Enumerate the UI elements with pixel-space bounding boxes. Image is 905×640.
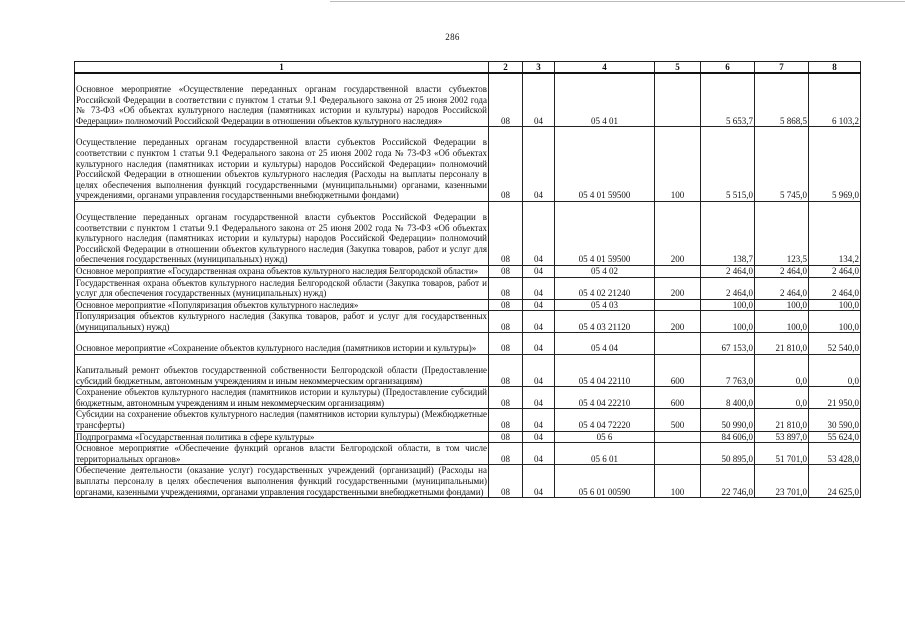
amount-year-3-text: 5 969,0 (832, 190, 859, 201)
expense-type-code (655, 127, 701, 202)
section-code-text: 08 (501, 343, 510, 354)
section-code (489, 277, 523, 299)
subsection-code (523, 277, 555, 299)
subsection-code (523, 265, 555, 277)
row-description (75, 465, 489, 498)
subsection-code-text: 04 (534, 420, 543, 431)
amount-year-1-text: 7 763,0 (726, 375, 753, 386)
subsection-code (523, 73, 555, 127)
target-article-code-text: 05 4 01 59500 (578, 190, 631, 201)
section-code (489, 355, 523, 387)
target-article-code (555, 201, 655, 265)
column-header: 8 (809, 62, 861, 74)
subsection-code (523, 127, 555, 202)
row-description-text: Основное мероприятие «Государственная охрана объектов культурного наследия Белгородской области» (76, 265, 479, 276)
section-code-text: 08 (501, 420, 510, 431)
amount-year-3-text: 2 464,0 (832, 288, 859, 299)
expense-type-code-text: 100 (670, 486, 685, 497)
section-code-text: 08 (501, 453, 510, 464)
expense-type-code-text: 500 (670, 420, 685, 431)
row-description (75, 73, 489, 127)
expense-type-code (655, 355, 701, 387)
target-article-code-text: 05 4 03 21120 (578, 321, 631, 332)
target-article-code-text: 05 4 04 72220 (578, 420, 631, 431)
row-description-text: Осуществление переданных органам государственной власти субъектов Российской Федерации в соответствии с пунктом 1 статьи 9.1 Федерального закона от 25 июня 2002 года № 73-ФЗ «Об объектах культурного наследия (памятниках истории и культуры) народов Российской Федерации» полномочий Российской Федерации в отношении объектов культурного наследия (Расходы на выплаты персоналу в целях обеспечения выполнения функций государственными (муниципальными) органами, казенными учреждениями, органами управления государственными внебюджетными фондами) (76, 137, 487, 201)
amount-year-2 (755, 127, 809, 202)
row-description-text: Государственная охрана объектов культурного наследия Белгородской области (Закупка товаров, работ и услуг для обеспечения государственных (муниципальных) нужд) (76, 277, 487, 299)
target-article-code (555, 333, 655, 355)
amount-year-3 (809, 299, 861, 311)
expense-type-code (655, 387, 701, 409)
amount-year-3-text: 2 464,0 (832, 265, 859, 276)
subsection-code (523, 299, 555, 311)
target-article-code (555, 409, 655, 431)
amount-year-2 (755, 443, 809, 465)
amount-year-2-text: 100,0 (786, 321, 807, 332)
row-description (75, 201, 489, 265)
expense-type-code (655, 431, 701, 443)
expense-type-code-text: 200 (670, 288, 685, 299)
column-header: 2 (489, 62, 523, 74)
amount-year-1 (701, 201, 755, 265)
amount-year-1 (701, 443, 755, 465)
amount-year-2 (755, 73, 809, 127)
subsection-code-text: 04 (534, 375, 543, 386)
expense-type-code-text: 600 (670, 397, 685, 408)
target-article-code (555, 265, 655, 277)
table-row (75, 443, 861, 465)
section-code-text: 08 (501, 397, 510, 408)
amount-year-2-text: 21 810,0 (775, 343, 807, 354)
target-article-code (555, 73, 655, 127)
amount-year-1 (701, 73, 755, 127)
amount-year-1 (701, 311, 755, 333)
section-code (489, 73, 523, 127)
amount-year-2-text: 0,0 (795, 397, 807, 408)
amount-year-1 (701, 299, 755, 311)
scan-edge-rule (330, 1, 905, 2)
row-description (75, 311, 489, 333)
subsection-code-text: 04 (534, 115, 543, 126)
amount-year-2 (755, 277, 809, 299)
target-article-code-text: 05 6 01 00590 (578, 486, 631, 497)
expense-type-code (655, 299, 701, 311)
section-code (489, 387, 523, 409)
section-code-text: 08 (501, 486, 510, 497)
budget-table (74, 61, 861, 498)
section-code-text: 08 (501, 288, 510, 299)
section-code (489, 333, 523, 355)
row-description (75, 333, 489, 355)
amount-year-3-text: 30 590,0 (827, 420, 859, 431)
section-code (489, 431, 523, 443)
amount-year-1 (701, 265, 755, 277)
table-row (75, 311, 861, 333)
amount-year-2 (755, 311, 809, 333)
target-article-code-text: 05 6 01 (591, 453, 618, 464)
subsection-code (523, 387, 555, 409)
row-description-text: Подпрограмма «Государственная политика в сфере культуры» (76, 431, 315, 442)
expense-type-code-text: 600 (670, 375, 685, 386)
table-row (75, 299, 861, 311)
section-code-text: 08 (501, 190, 510, 201)
amount-year-1-text: 138,7 (732, 254, 753, 265)
amount-year-3 (809, 355, 861, 387)
table-row (75, 127, 861, 202)
target-article-code (555, 277, 655, 299)
amount-year-2-text: 100,0 (786, 299, 807, 310)
amount-year-3 (809, 73, 861, 127)
row-description-text: Основное мероприятие «Популяризация объектов культурного наследия» (76, 299, 359, 310)
amount-year-1 (701, 387, 755, 409)
row-description-text: Популяризация объектов культурного наследия (Закупка товаров, работ и услуг для государственных (муниципальных) нужд) (76, 311, 487, 332)
amount-year-2-text: 2 464,0 (780, 288, 807, 299)
expense-type-code (655, 265, 701, 277)
column-header: 3 (523, 62, 555, 74)
amount-year-2 (755, 431, 809, 443)
table-row (75, 277, 861, 299)
amount-year-2 (755, 409, 809, 431)
amount-year-2-text: 0,0 (795, 375, 807, 386)
target-article-code-text: 05 4 03 (591, 299, 618, 310)
amount-year-1 (701, 333, 755, 355)
section-code (489, 127, 523, 202)
section-code (489, 311, 523, 333)
expense-type-code (655, 465, 701, 498)
expense-type-code-text: 200 (670, 254, 685, 265)
amount-year-2-text: 21 810,0 (775, 420, 807, 431)
target-article-code (555, 127, 655, 202)
amount-year-1-text: 67 153,0 (721, 343, 753, 354)
amount-year-3 (809, 387, 861, 409)
amount-year-1 (701, 355, 755, 387)
amount-year-2 (755, 299, 809, 311)
section-code (489, 201, 523, 265)
table-row (75, 465, 861, 498)
row-description-text: Осуществление переданных органам государственной власти субъектов Российской Федерации в соответствии с пунктом 1 статьи 9.1 Федерального закона от 25 июня 2002 года № 73-ФЗ «Об объектах культурного наследия (памятниках истории и культуры) народов Российской Федерации» полномочий Российской Федерации в отношении объектов культурного наследия (Закупка товаров, работ и услуг для обеспечения государственных (муниципальных) нужд) (76, 211, 487, 265)
amount-year-3 (809, 431, 861, 443)
subsection-code (523, 355, 555, 387)
amount-year-1 (701, 409, 755, 431)
amount-year-2 (755, 265, 809, 277)
section-code (489, 265, 523, 277)
amount-year-3-text: 100,0 (838, 299, 859, 310)
target-article-code (555, 431, 655, 443)
table-row (75, 201, 861, 265)
amount-year-3 (809, 465, 861, 498)
amount-year-3-text: 100,0 (838, 321, 859, 332)
subsection-code-text: 04 (534, 321, 543, 332)
column-header: 1 (75, 62, 489, 74)
table-row (75, 431, 861, 443)
section-code (489, 465, 523, 498)
column-header: 5 (655, 62, 701, 74)
row-description-text: Основное мероприятие «Сохранение объектов культурного наследия (памятников истории и культуры)» (76, 343, 477, 354)
expense-type-code (655, 409, 701, 431)
target-article-code-text: 05 4 04 (591, 343, 618, 354)
target-article-code-text: 05 4 04 22210 (578, 397, 631, 408)
section-code (489, 409, 523, 431)
amount-year-3 (809, 201, 861, 265)
amount-year-3 (809, 127, 861, 202)
amount-year-2-text: 2 464,0 (780, 265, 807, 276)
table-row (75, 387, 861, 409)
row-description-text: Основное мероприятие «Обеспечение функций органов власти Белгородской области, в том числе территориальных органов» (76, 443, 487, 464)
amount-year-1-text: 100,0 (732, 321, 753, 332)
subsection-code (523, 311, 555, 333)
section-code-text: 08 (501, 375, 510, 386)
row-description (75, 409, 489, 431)
amount-year-3-text: 55 624,0 (827, 431, 859, 442)
amount-year-3-text: 24 625,0 (827, 486, 859, 497)
amount-year-1 (701, 465, 755, 498)
target-article-code-text: 05 4 02 (591, 265, 618, 276)
target-article-code-text: 05 6 (596, 431, 613, 442)
amount-year-3-text: 134,2 (838, 254, 859, 265)
amount-year-2-text: 123,5 (786, 254, 807, 265)
row-description-text: Сохранение объектов культурного наследия (памятников истории и культуры) (Предоставление субсидий бюджетным, автономным учреждениям и иным некоммерческим организациям) (76, 387, 487, 408)
subsection-code-text: 04 (534, 254, 543, 265)
column-header: 4 (555, 62, 655, 74)
subsection-code (523, 465, 555, 498)
table-row (75, 409, 861, 431)
row-description (75, 355, 489, 387)
table-row (75, 355, 861, 387)
target-article-code (555, 443, 655, 465)
page-number: 286 (445, 32, 460, 42)
section-code (489, 299, 523, 311)
expense-type-code (655, 277, 701, 299)
subsection-code-text: 04 (534, 343, 543, 354)
table-body (75, 73, 861, 498)
subsection-code-text: 04 (534, 288, 543, 299)
subsection-code-text: 04 (534, 299, 543, 310)
target-article-code (555, 355, 655, 387)
subsection-code (523, 333, 555, 355)
target-article-code-text: 05 4 01 59500 (578, 254, 631, 265)
target-article-code (555, 465, 655, 498)
amount-year-2-text: 5 745,0 (780, 190, 807, 201)
expense-type-code (655, 311, 701, 333)
amount-year-2-text: 5 868,5 (780, 115, 807, 126)
row-description-text: Обеспечение деятельности (оказание услуг) государственных учреждений (организаций) (Расходы на выплаты персоналу в целях обеспечения выполнения функций государственными (муниципальными) органами, казенными учреждениями, органами управления государственными внебюджетными фондами) (76, 465, 487, 497)
amount-year-3-text: 0,0 (847, 375, 859, 386)
table-row (75, 265, 861, 277)
subsection-code (523, 409, 555, 431)
section-code-text: 08 (501, 321, 510, 332)
amount-year-3 (809, 265, 861, 277)
target-article-code (555, 387, 655, 409)
amount-year-3-text: 52 540,0 (827, 343, 859, 354)
subsection-code-text: 04 (534, 265, 543, 276)
expense-type-code (655, 73, 701, 127)
target-article-code (555, 299, 655, 311)
expense-type-code-text: 100 (670, 190, 685, 201)
subsection-code-text: 04 (534, 486, 543, 497)
row-description (75, 265, 489, 277)
amount-year-1-text: 8 400,0 (726, 397, 753, 408)
subsection-code (523, 201, 555, 265)
amount-year-3 (809, 311, 861, 333)
amount-year-1 (701, 431, 755, 443)
expense-type-code (655, 443, 701, 465)
amount-year-3 (809, 409, 861, 431)
section-code (489, 443, 523, 465)
subsection-code (523, 443, 555, 465)
section-code-text: 08 (501, 299, 510, 310)
amount-year-3 (809, 443, 861, 465)
column-header: 7 (755, 62, 809, 74)
row-description (75, 127, 489, 202)
amount-year-1-text: 5 515,0 (726, 190, 753, 201)
amount-year-1 (701, 277, 755, 299)
amount-year-1-text: 2 464,0 (726, 265, 753, 276)
target-article-code-text: 05 4 01 (591, 115, 618, 126)
amount-year-2-text: 23 701,0 (775, 486, 807, 497)
subsection-code-text: 04 (534, 431, 543, 442)
amount-year-1-text: 50 990,0 (721, 420, 753, 431)
target-article-code (555, 311, 655, 333)
amount-year-3 (809, 277, 861, 299)
row-description-text: Капитальный ремонт объектов государственной собственности Белгородской области (Предоставление субсидий бюджетным, автономным учреждениям и иным некоммерческим организациям) (76, 365, 487, 386)
column-header: 6 (701, 62, 755, 74)
amount-year-3-text: 6 103,2 (832, 115, 859, 126)
amount-year-1-text: 22 746,0 (721, 486, 753, 497)
row-description (75, 431, 489, 443)
subsection-code-text: 04 (534, 397, 543, 408)
amount-year-1-text: 50 895,0 (721, 453, 753, 464)
section-code-text: 08 (501, 254, 510, 265)
amount-year-2-text: 53 897,0 (775, 431, 807, 442)
table-row (75, 333, 861, 355)
amount-year-2 (755, 333, 809, 355)
table-row (75, 73, 861, 127)
amount-year-1 (701, 127, 755, 202)
amount-year-1-text: 100,0 (732, 299, 753, 310)
section-code-text: 08 (501, 115, 510, 126)
row-description (75, 387, 489, 409)
section-code-text: 08 (501, 431, 510, 442)
expense-type-code (655, 201, 701, 265)
amount-year-2-text: 51 701,0 (775, 453, 807, 464)
amount-year-2 (755, 465, 809, 498)
subsection-code (523, 431, 555, 443)
table-header-row (75, 62, 861, 74)
subsection-code-text: 04 (534, 453, 543, 464)
section-code-text: 08 (501, 265, 510, 276)
row-description (75, 443, 489, 465)
amount-year-2 (755, 355, 809, 387)
amount-year-1-text: 5 653,7 (726, 115, 753, 126)
row-description (75, 299, 489, 311)
amount-year-2 (755, 201, 809, 265)
expense-type-code-text: 200 (670, 321, 685, 332)
amount-year-1-text: 2 464,0 (726, 288, 753, 299)
amount-year-3-text: 21 950,0 (827, 397, 859, 408)
subsection-code-text: 04 (534, 190, 543, 201)
amount-year-3 (809, 333, 861, 355)
amount-year-3-text: 53 428,0 (827, 453, 859, 464)
target-article-code-text: 05 4 04 22110 (578, 375, 631, 386)
target-article-code-text: 05 4 02 21240 (578, 288, 631, 299)
row-description-text: Основное мероприятие «Осуществление переданных органам государственной власти субъектов Российской Федерации в соответствии с пунктом 1 статьи 9.1 Федерального закона от 25 июня 2002 года № 73-ФЗ «Об объектах культурного наследия (памятниках истории и культуры) народов Российской Федерации» полномочий Российской Федерации в отношении объектов культурного наследия» (76, 84, 487, 126)
expense-type-code (655, 333, 701, 355)
amount-year-2 (755, 387, 809, 409)
row-description (75, 277, 489, 299)
row-description-text: Субсидии на сохранение объектов культурного наследия (памятников истории культуры) (Межбюджетные трансферты) (76, 409, 487, 431)
amount-year-1-text: 84 606,0 (721, 431, 753, 442)
